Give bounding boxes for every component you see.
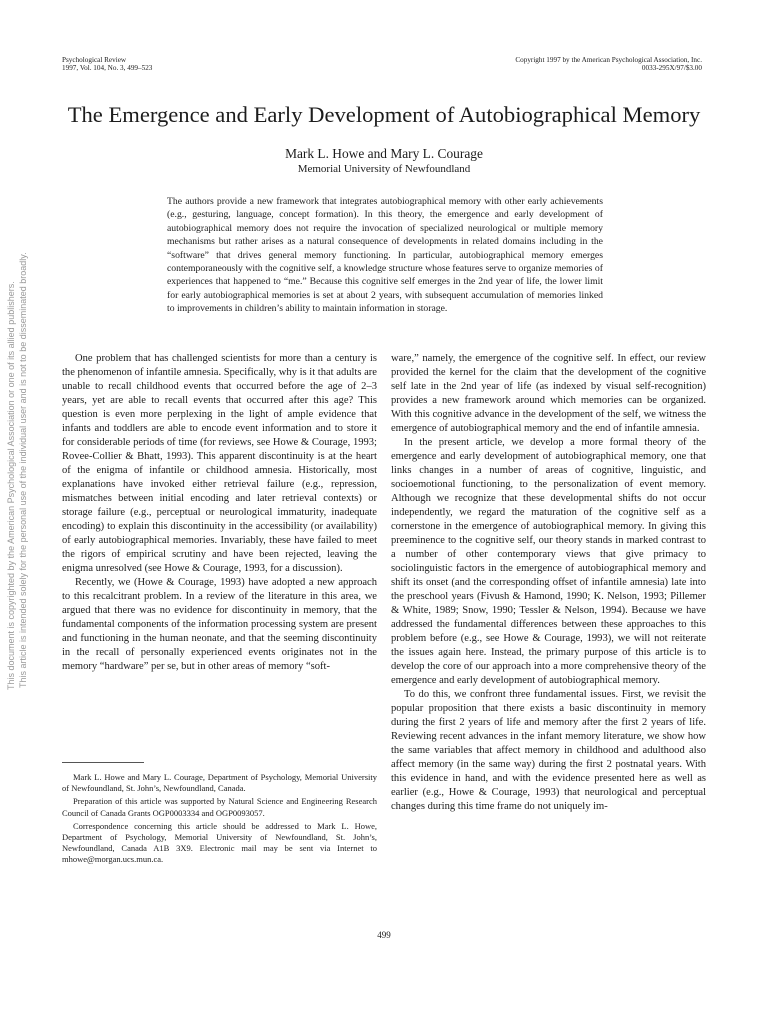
article-authors: Mark L. Howe and Mary L. Courage [285,146,483,161]
body-column-left [62,352,377,674]
usage-watermark: This article is intended solely for the personal use of the individual user and is not to be disseminated broadly. [18,252,28,688]
body-paragraph: One problem that has challenged scientists for more than a century is the phenomenon of infantile amnesia. Specifically, why is it that adults are unable to recall childhood events that occurred before the age of 2–3 years, yet are able to recall events that occurred after this age? This question is even more perplexing in the light of ample evidence that infants and toddlers are able to encode event information and to store it for considerable periods of time (for reviews, see Howe & Courage, 1993; Rovee-Collier & Bhatt, 1993). This apparent discontinuity is at the heart of the enigma of infantile or childhood amnesia. Historically, most explanations have invoked either retrieval failure (e.g., repression, mismatches between initial encoding and later retrieval contexts) or storage failure (e.g., perceptual or neurological immaturity, inadequate encoding) to explain this discontinuity in the accessibility (or availability) of early autobiographical memories. Invariably, these have failed to meet the rigors of empirical scrutiny and have been rejected, leaving the enigma unresolved (see Howe & Courage, 1993, for a discussion). [62,353,377,574]
author-note [62,772,377,868]
journal-citation [62,56,152,73]
body-column-right [391,352,706,814]
issn-line: 0033-295X/97/$3.00 [641,64,702,73]
footnote-correspondence: Correspondence concerning this article should be addressed to Mark L. Howe, Department of Psychology, Memorial University of Newfoundland, St. John’s, Newfoundland, Canada A1B 3X9. Electronic mail may be sent via Internet to mhowe@morgan.ucs.mun.ca. [62,820,377,865]
footnote-funding: Preparation of this article was supported by Natural Science and Engineering Research Council of Canada Grants OGP0003334 and OGP0093057. [62,796,377,818]
article-title: The Emergence and Early Development of Autobiographical Memory [67,102,701,127]
journal-volume: 1997, Vol. 104, No. 3, 499–523 [62,64,153,73]
body-paragraph: Recently, we (Howe & Courage, 1993) have adopted a new approach to this recalcitrant problem. In a review of the literature in this area, we argued that there was no evidence for discontinuity in memory, that the fundamental components of the information processing system are present and functioning in the human neonate, and that the seeming discontinuity in the recall of personally experienced events originates not in the memory “hardware” per se, but in other areas of memory “soft- [62,577,377,672]
body-paragraph: To do this, we confront three fundamental issues. First, we revisit the popular proposition that there exists a basic discontinuity in memory during the first 2 years of life and memory after the first 2 years of life. Reviewing recent advances in the infant memory literature, we show how the same variables that affect memory in childhood and adulthood also affect memory (in the same way) during the first 2 postnatal years. With this evidence in hand, and with the evidence presented here as well as earlier (e.g., Howe & Courage, 1993) that neurological and perceptual changes during this time frame do not uniquely im- [391,689,706,812]
body-paragraph: In the present article, we develop a more formal theory of the emergence and early development of autobiographical memory, one that links changes in a number of areas of cognitive, linguistic, and socioemotional functioning, to the personalization of event memory. Although we recognize that these developmental shifts do not occur independently, we regard the maturation of the cognitive self as a cornerstone in the emergence of autobiographical memory. In giving this preeminence to the cognitive self, our theory stands in marked contrast to a number of other contemporary views that give primacy to sociolinguistic factors in the emergence of autobiographical memory and shift its onset (and the corresponding offset of infantile amnesia) late into the preschool years (Fivush & Hamond, 1990; K. Nelson, 1993; Pillemer & White, 1989; Snow, 1990; Tessler & Nelson, 1994). Because we have addressed the fundamental differences between these approaches to this problem before (e.g., see Howe & Courage, 1993), we will not reiterate the issues again here. Instead, the primary purpose of this article is to develop the core of our approach into a more comprehensive theory of the emergence and early development of autobiographical memory. [391,437,706,686]
body-paragraph: ware,” namely, the emergence of the cognitive self. In effect, our review provided the kernel for the claim that the development of the cognitive self late in the 2nd year of life (as indexed by visual self-recognition) provides a new framework around which memories can be organized. With this cognitive advance in the development of the self, we witness the emergence of autobiographical memory and the end of infantile amnesia. [391,353,706,434]
abstract [167,195,603,316]
copyright-notice [515,56,702,73]
copyright-watermark: This document is copyrighted by the American Psychological Association or one of its allied publishers. [6,281,16,690]
author-affiliation: Memorial University of Newfoundland [297,163,471,175]
footnote-divider [62,762,144,763]
page-number: 499 [377,930,391,940]
copyright-line: Copyright 1997 by the American Psychological Association, Inc. [515,56,702,64]
journal-name: Psychological Review [62,56,127,64]
abstract-text: The authors provide a new framework that integrates autobiographical memory with other early achievements (e.g., gesturing, language, concept formation). In this theory, the emergence and early development of autobiographical memory does not require the invocation of specialized neurological or multiple memory mechanisms but rather arises as a natural consequence of developments in related domains including in the “software” that drives general memory functioning. In particular, autobiographical memory emerges contemporaneously with the cognitive self, a knowledge structure whose features serve to organize memories of experiences that happened to “me.” Because this cognitive self emerges in the 2nd year of life, the lower limit for early autobiographical memories is set at about 2 years, with subsequent accumulation of memories linked to improvements in children’s ability to maintain information in storage. [167,196,603,315]
footnote-affiliation: Mark L. Howe and Mary L. Courage, Department of Psychology, Memorial University of Newfoundland, St. John’s, Newfoundland, Canada. [62,772,377,794]
